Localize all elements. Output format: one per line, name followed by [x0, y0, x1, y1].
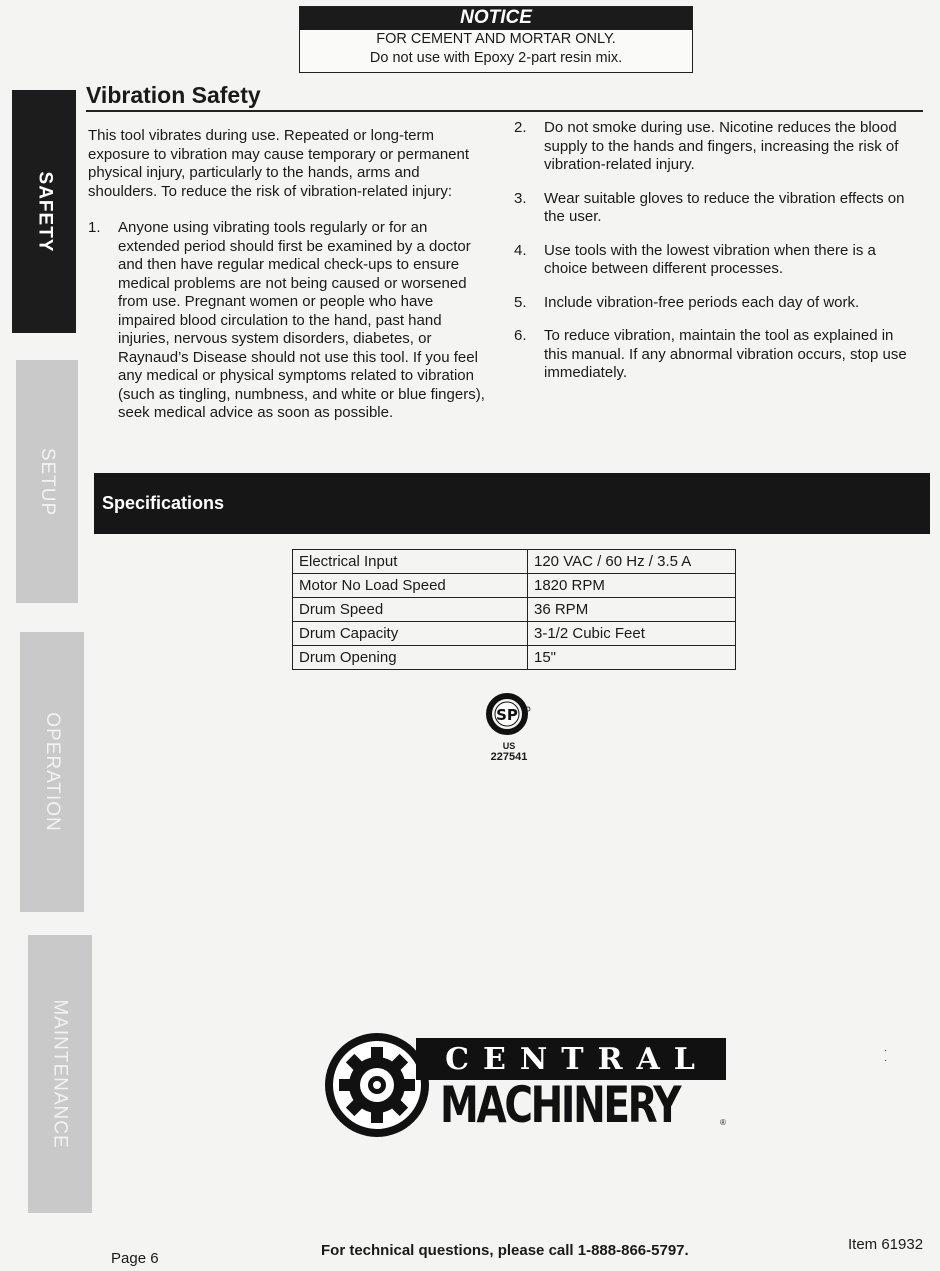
table-row — [293, 646, 736, 670]
vibration-right-column — [514, 119, 909, 398]
list-item — [514, 294, 909, 313]
list-item — [88, 219, 488, 423]
list-item-text: To reduce vibration, maintain the tool as explained in this manual. If any abnormal vibration occurs, stop use immediately. — [544, 327, 907, 381]
list-item-text: Wear suitable gloves to reduce the vibration effects on the user. — [544, 189, 905, 225]
list-item — [514, 242, 909, 279]
side-tab-operation[interactable] — [20, 632, 84, 912]
vibration-left-column — [88, 127, 488, 438]
side-tab-safety-label: SAFETY — [34, 171, 56, 252]
spec-value: 15" — [528, 646, 736, 670]
notice-box — [299, 6, 693, 73]
specifications-title: Specifications — [102, 493, 225, 513]
list-item-number: 4. — [514, 241, 527, 259]
list-item-text: Use tools with the lowest vibration when there is a choice between different processes. — [544, 241, 876, 277]
notice-line-1: FOR CEMENT AND MORTAR ONLY. — [376, 31, 616, 47]
spec-label: Drum Opening — [293, 646, 528, 670]
spec-value: 1820 RPM — [528, 574, 736, 598]
table-row — [293, 598, 736, 622]
side-tab-safety[interactable] — [12, 90, 76, 333]
csa-certification-mark — [486, 692, 532, 763]
spec-label: Electrical Input — [293, 550, 528, 574]
vibration-safety-title: Vibration Safety — [86, 82, 261, 108]
tech-support-line: For technical questions, please call 1-888-866-5797. — [321, 1242, 689, 1259]
page-number: Page 6 — [111, 1250, 159, 1267]
spec-value: 36 RPM — [528, 598, 736, 622]
title-divider — [86, 110, 923, 112]
csa-number: 227541 — [490, 751, 528, 763]
table-row — [293, 622, 736, 646]
list-item — [514, 190, 909, 227]
side-tab-setup[interactable] — [16, 360, 78, 603]
list-item-text: Do not smoke during use. Nicotine reduces the blood supply to the hands and fingers, increasing the risk of vibration-related injury. — [544, 119, 899, 173]
csa-logo-icon — [486, 692, 532, 736]
notice-title: NOTICE — [300, 7, 692, 30]
spec-label: Drum Capacity — [293, 622, 528, 646]
notice-line-2: Do not use with Epoxy 2-part resin mix. — [369, 50, 623, 66]
spec-value: 3-1/2 Cubic Feet — [528, 622, 736, 646]
central-machinery-logo — [322, 1030, 732, 1140]
brand-line-1: CENTRAL — [416, 1038, 726, 1080]
list-item-number: 2. — [514, 119, 527, 136]
brand-line-2: MACHINERY — [440, 1076, 680, 1134]
spec-label: Drum Speed — [293, 598, 528, 622]
side-tab-setup-label: SETUP — [37, 447, 59, 516]
spec-label: Motor No Load Speed — [293, 574, 528, 598]
list-item-number: 3. — [514, 189, 527, 207]
specifications-header — [94, 473, 930, 534]
csa-mark-text: SP — [496, 706, 518, 724]
specifications-table — [292, 549, 736, 670]
side-tab-operation-label: OPERATION — [42, 712, 63, 832]
list-item-number: 5. — [514, 293, 527, 311]
list-item-text: Anyone using vibrating tools regularly or for an extended period should first be examined by a doctor and then have regular medical check-ups to ensure medical problems are not being caused or worsened from use. Pregnant women or people who have impaired blood circulation to the hand, past hand injuries, nervous system disorders, diabetes, or Raynaud’s Disease should not use this tool. If you feel any medical or physical symptoms related to vibration (such as tingling, numbness, and white or blue fingers), seek medical advice as soon as possible. — [118, 219, 485, 421]
table-row — [293, 574, 736, 598]
side-tab-maintenance[interactable] — [28, 935, 92, 1213]
spec-value: 120 VAC / 60 Hz / 3.5 A — [528, 550, 736, 574]
list-item-number: 1. — [88, 219, 101, 236]
list-item-number: 6. — [514, 327, 527, 344]
vibration-intro: This tool vibrates during use. Repeated or long-term exposure to vibration may cause temporary or permanent physical injury, particularly to the hands, arms and shoulders. To reduce the risk of vibration-related injury: — [88, 127, 470, 200]
list-item — [514, 119, 909, 175]
csa-country: US — [502, 741, 516, 751]
item-number: Item 61932 — [848, 1236, 924, 1253]
list-item-text: Include vibration-free periods each day of work. — [544, 293, 860, 311]
side-tab-maintenance-label: MAINTENANCE — [50, 999, 72, 1149]
scan-specks: · · — [884, 1045, 888, 1066]
table-row — [293, 550, 736, 574]
list-item — [514, 327, 909, 383]
registered-mark: ® — [720, 1118, 726, 1127]
